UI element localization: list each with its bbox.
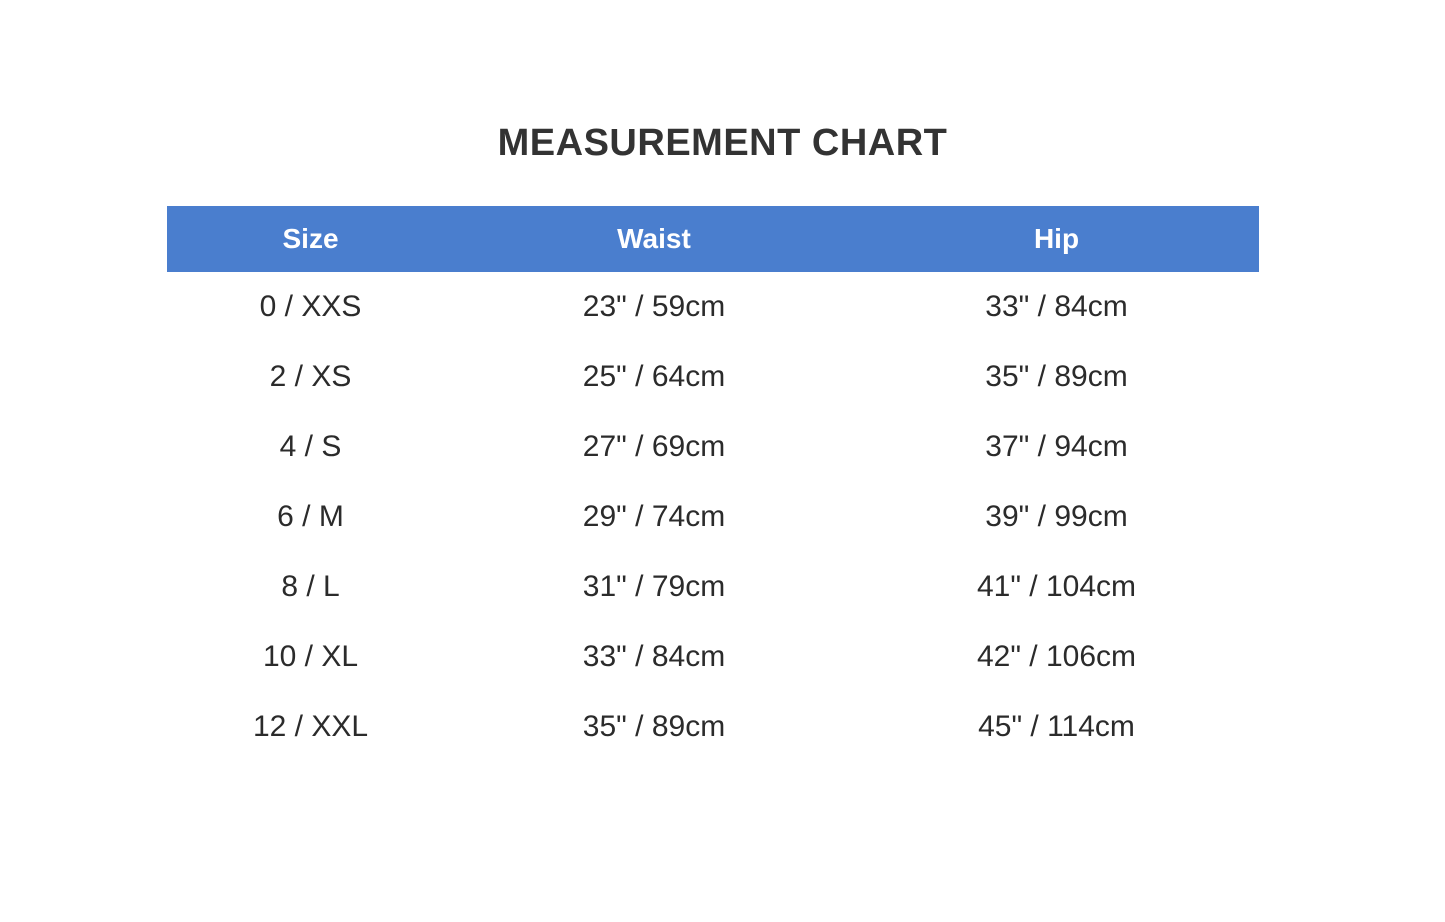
- cell-hip: 39" / 99cm: [985, 500, 1128, 533]
- cell-size: 12 / XXL: [252, 710, 369, 743]
- table-row: [167, 342, 1259, 412]
- column-header-size: Size: [167, 206, 454, 272]
- cell-size: 8 / L: [281, 570, 340, 603]
- cell-hip: 33" / 84cm: [985, 290, 1128, 323]
- cell-hip: 37" / 94cm: [985, 430, 1128, 463]
- column-header-hip: Hip: [854, 206, 1259, 272]
- cell-size: 2 / XS: [269, 360, 352, 393]
- cell-waist: 33" / 84cm: [582, 640, 726, 673]
- cell-size: 4 / S: [279, 430, 342, 463]
- size-table-container: [167, 206, 1259, 762]
- cell-waist: 35" / 89cm: [582, 710, 726, 743]
- table-row: [167, 412, 1259, 482]
- cell-hip: 35" / 89cm: [985, 360, 1128, 393]
- cell-hip: 45" / 114cm: [978, 710, 1135, 743]
- table-row: [167, 272, 1259, 342]
- cell-hip: 41" / 104cm: [976, 570, 1137, 603]
- cell-waist: 25" / 64cm: [582, 360, 726, 393]
- cell-waist: 31" / 79cm: [582, 570, 726, 603]
- table-header: [167, 206, 1259, 272]
- cell-waist: 23" / 59cm: [582, 290, 726, 323]
- table-body: [167, 272, 1259, 762]
- measurement-table: [167, 206, 1259, 762]
- cell-size: 10 / XL: [262, 640, 359, 673]
- column-header-waist: Waist: [454, 206, 854, 272]
- table-row: [167, 552, 1259, 622]
- cell-waist: 27" / 69cm: [582, 430, 726, 463]
- table-row: [167, 482, 1259, 552]
- page-title: MEASUREMENT CHART: [497, 122, 948, 164]
- cell-size: 0 / XXS: [259, 290, 362, 323]
- table-row: [167, 622, 1259, 692]
- cell-waist: 29" / 74cm: [582, 500, 726, 533]
- cell-hip: 42" / 106cm: [976, 640, 1137, 673]
- cell-size: 6 / M: [277, 500, 344, 533]
- table-row: [167, 692, 1259, 762]
- table-header-row: [167, 206, 1259, 272]
